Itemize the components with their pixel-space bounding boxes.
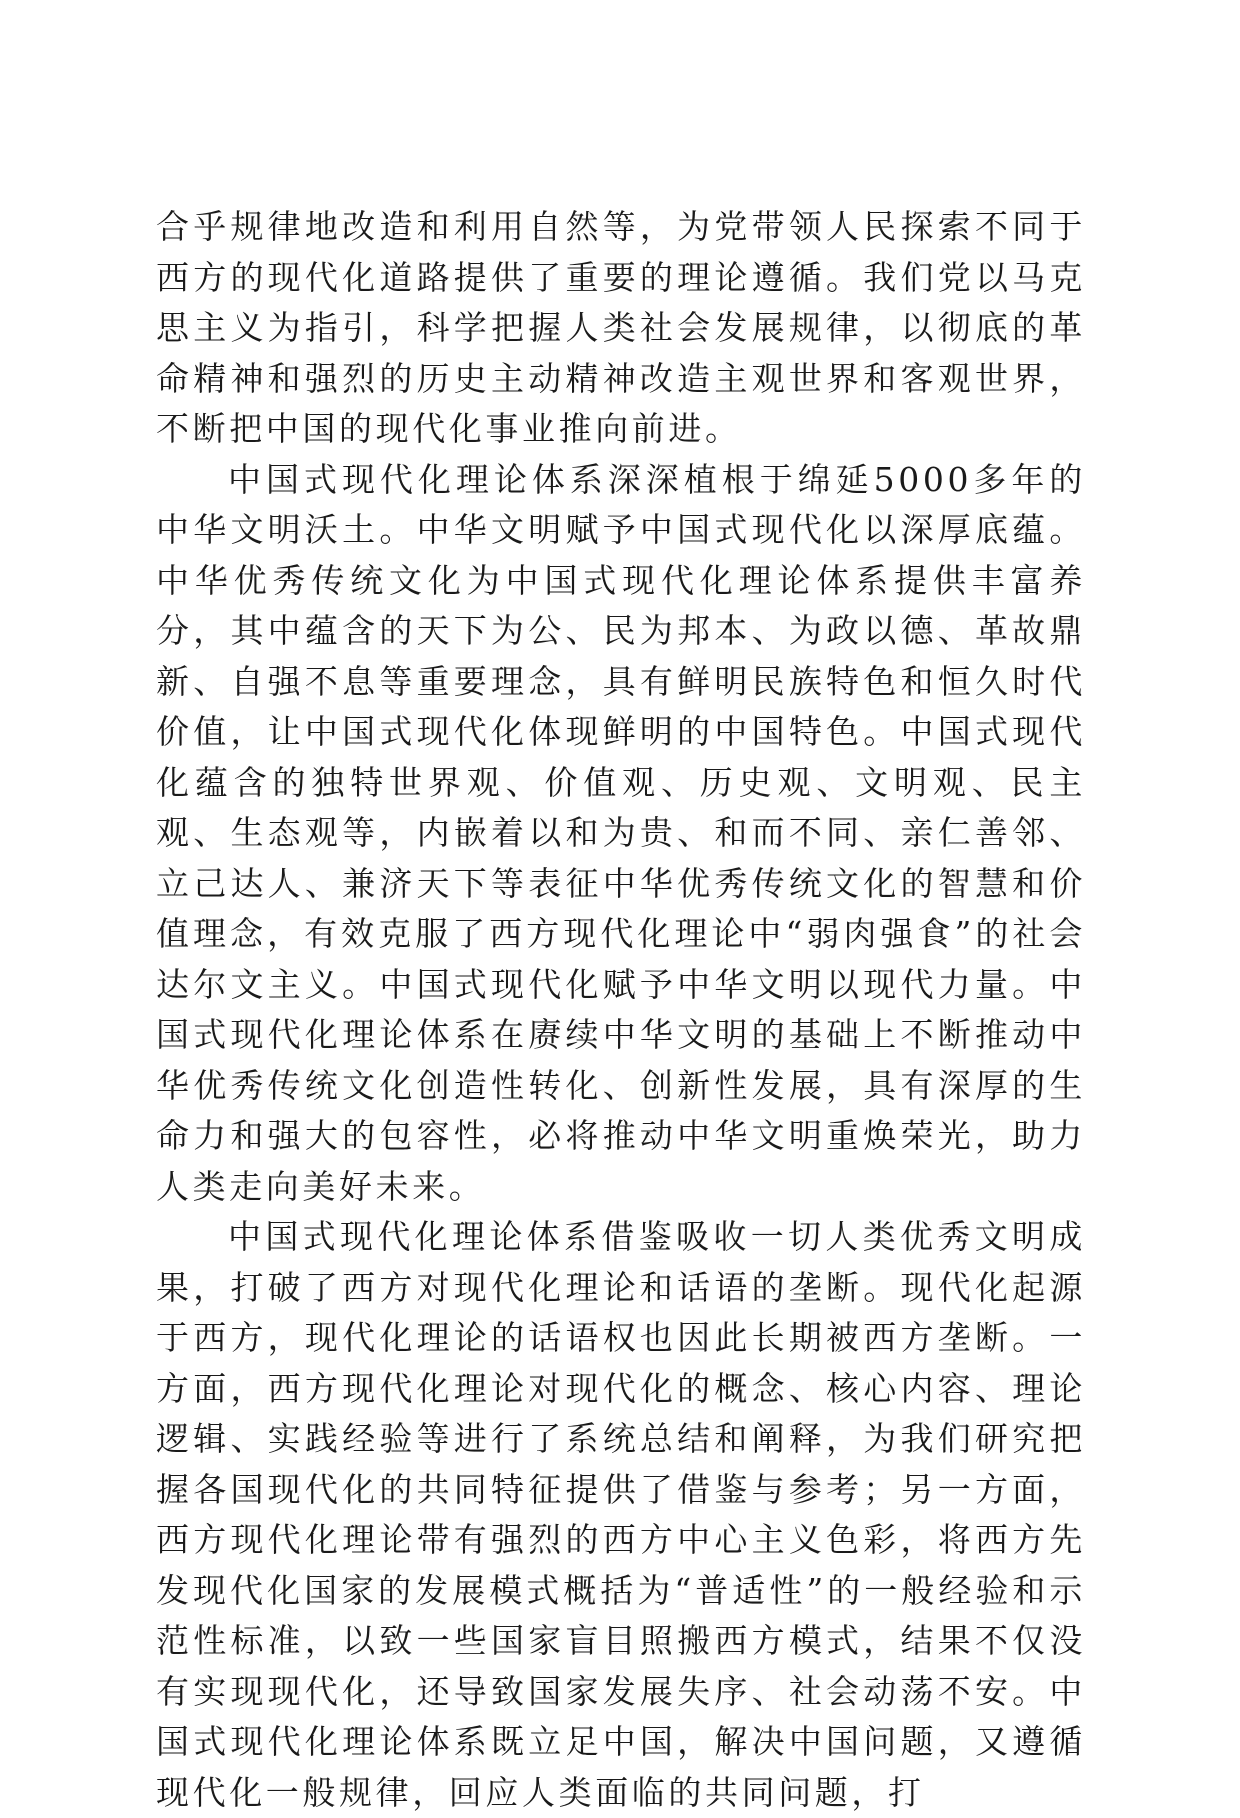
paragraph-3: 中国式现代化理论体系借鉴吸收一切人类优秀文明成果，打破了西方对现代化理论和话语的垄断。现代化起源于西方，现代化理论的话语权也因此长期被西方垄断。一方面，西方现代化理论对现代化的概念、核心内容、理论逻辑、实践经验等进行了系统总结和阐释，为我们研究把握各国现代化的共同特征提供了借鉴与参考；另一方面，西方现代化理论带有强烈的西方中心主义色彩，将西方先发现代化国家的发展模式概括为“普适性”的一般经验和示范性标准，以致一些国家盲目照搬西方模式，结果不仅没有实现现代化，还导致国家发展失序、社会动荡不安。中国式现代化理论体系既立足中国，解决中国问题，又遵循现代化一般规律，回应人类面临的共同问题，打: [156, 1217, 1086, 1812]
paragraph-2: 中国式现代化理论体系深深植根于绵延5000多年的中华文明沃土。中华文明赋予中国式现代化以深厚底蕴。中华优秀传统文化为中国式现代化理论体系提供丰富养分，其中蕴含的天下为公、民为邦本、为政以德、革故鼎新、自强不息等重要理念，具有鲜明民族特色和恒久时代价值，让中国式现代化体现鲜明的中国特色。中国式现代化蕴含的独特世界观、价值观、历史观、文明观、民主观、生态观等，内嵌着以和为贵、和而不同、亲仁善邻、立己达人、兼济天下等表征中华优秀传统文化的智慧和价值理念，有效克服了西方现代化理论中“弱肉强食”的社会达尔文主义。中国式现代化赋予中华文明以现代力量。中国式现代化理论体系在赓续中华文明的基础上不断推动中华优秀传统文化创造性转化、创新性发展，具有深厚的生命力和强大的包容性，必将推动中华文明重焕荣光，助力人类走向美好未来。: [156, 459, 1086, 1206]
body-text: [156, 202, 1086, 1818]
paragraph-1: 合乎规律地改造和利用自然等，为党带领人民探索不同于西方的现代化道路提供了重要的理论遵循。我们党以马克思主义为指引，科学把握人类社会发展规律，以彻底的革命精神和强烈的历史主动精神改造主观世界和客观世界，不断把中国的现代化事业推向前进。: [156, 207, 1086, 448]
